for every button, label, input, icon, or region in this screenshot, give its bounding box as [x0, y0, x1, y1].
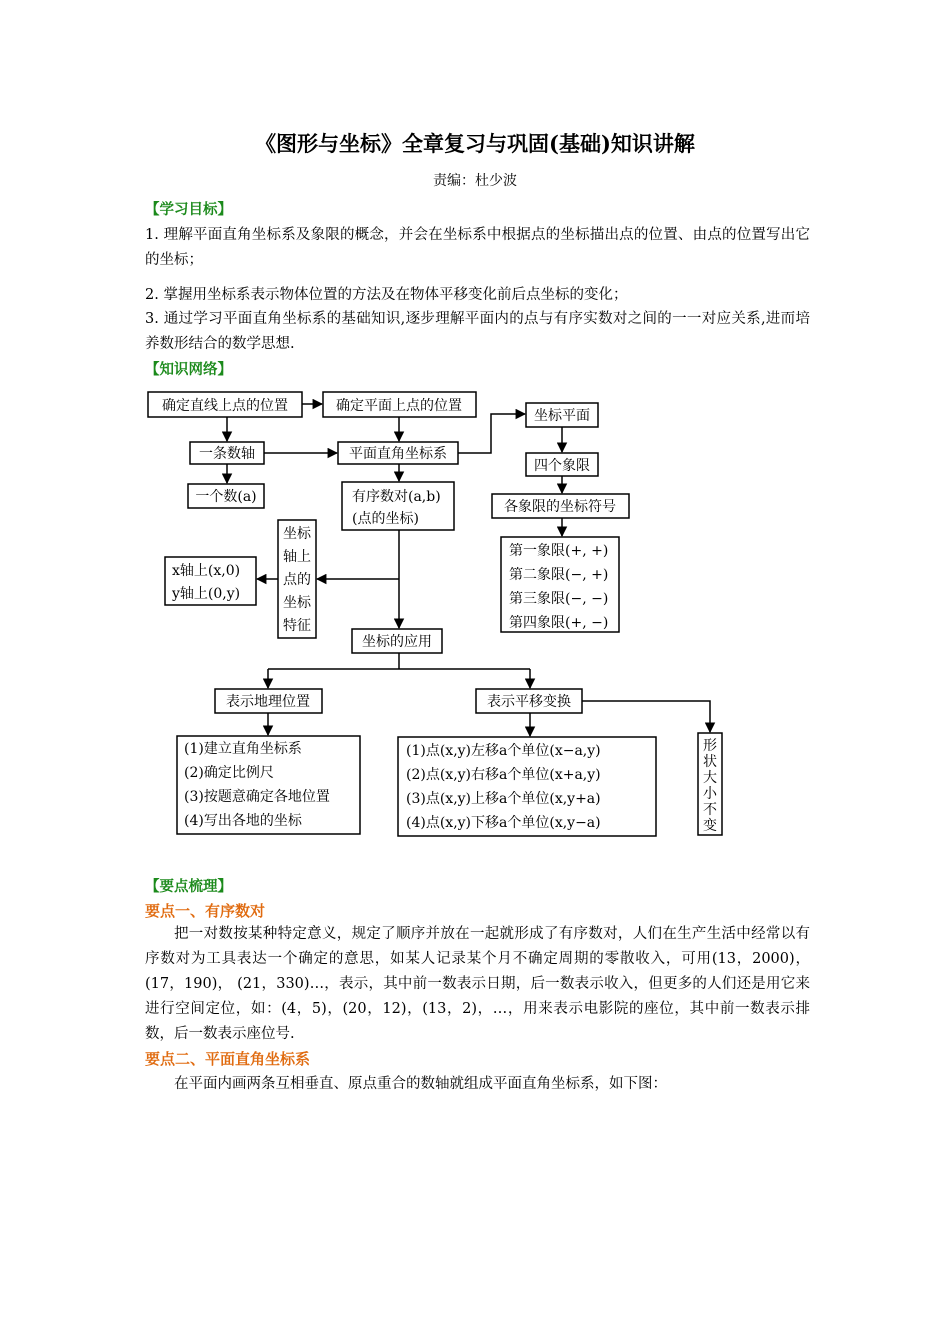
axis-feature-char: 特征 [283, 618, 311, 634]
label-number-axis: 一条数轴 [199, 446, 255, 462]
quadrant-1: 第一象限(+, +) [509, 543, 609, 559]
x-axis-point: x轴上(x,0) [172, 563, 241, 579]
y-axis-point: y轴上(0,y) [172, 586, 241, 602]
goal-item-1: 1. 理解平面直角坐标系及象限的概念，并会在坐标系中根据点的坐标描出点的位置、由点的位置写出它的坐标； [145, 227, 810, 268]
label-point-coord: (点的坐标) [352, 511, 419, 527]
label-one-number: 一个数(a) [195, 489, 257, 505]
label-application: 坐标的应用 [362, 634, 432, 650]
label-line-position: 确定直线上点的位置 [162, 398, 288, 414]
label-four-quadrants: 四个象限 [534, 458, 590, 474]
geo-step-1: (1)建立直角坐标系 [184, 741, 302, 757]
learning-goals-heading: 【学习目标】 [145, 201, 232, 218]
label-plane-position: 确定平面上点的位置 [336, 398, 462, 414]
quadrant-4: 第四象限(+, −) [509, 615, 609, 631]
geo-step-2: (2)确定比例尺 [184, 765, 274, 781]
translation-step-1: (1)点(x,y)左移a个单位(x−a,y) [406, 743, 601, 759]
axis-feature-char: 坐标 [283, 526, 311, 542]
editor-credit: 责编：杜少波 [433, 173, 517, 189]
axis-feature-char: 轴上 [283, 549, 311, 565]
quadrant-3: 第三象限(−, −) [509, 591, 609, 607]
axis-feature-char: 点的 [283, 572, 311, 588]
point1-text: 把一对数按某种特定意义，规定了顺序并放在一起就形成了有序数对，人们在生产生活中经常以有序数对为工具表达一个确定的意思，如某人记录某个月不确定周期的零散收入，可用(13，2000)， (17，190)， (21，330)…，表示，其中前一数表示日期，后一数表示收入，但更多的人们还是用它来进行空间定位，如：(4，5)，(20，12)，(13，2)，…，用来表示电影院的座位，其中前一数表示排数，后一数表示座位号. [145, 926, 810, 1042]
label-plane-system: 平面直角坐标系 [349, 446, 447, 462]
geo-step-3: (3)按题意确定各地位置 [184, 789, 330, 805]
label-coord-plane: 坐标平面 [534, 408, 590, 424]
label-translation: 表示平移变换 [487, 694, 571, 710]
page-title: 《图形与坐标》全章复习与巩固(基础)知识讲解 [255, 131, 695, 156]
shape-unchanged-char: 状 [703, 754, 717, 770]
key-points-heading: 【要点梳理】 [145, 878, 232, 895]
shape-unchanged-char: 变 [703, 818, 717, 834]
translation-step-4: (4)点(x,y)下移a个单位(x,y−a) [406, 815, 601, 831]
label-ordered-pair: 有序数对(a,b) [352, 489, 441, 505]
point2-heading: 要点二、平面直角坐标系 [145, 1050, 311, 1068]
shape-unchanged-char: 小 [703, 786, 717, 802]
point1-heading: 要点一、有序数对 [145, 902, 266, 920]
shape-unchanged-char: 形 [703, 738, 717, 754]
knowledge-network-heading: 【知识网络】 [145, 361, 232, 378]
label-quadrant-signs: 各象限的坐标符号 [504, 499, 616, 515]
label-geo-position: 表示地理位置 [226, 694, 310, 710]
shape-unchanged-char: 大 [703, 770, 717, 786]
translation-step-2: (2)点(x,y)右移a个单位(x+a,y) [406, 767, 601, 783]
shape-unchanged-char: 不 [703, 802, 717, 818]
translation-step-3: (3)点(x,y)上移a个单位(x,y+a) [406, 791, 601, 807]
quadrant-2: 第二象限(−, +) [509, 567, 609, 583]
knowledge-network-diagram [0, 385, 950, 845]
geo-step-4: (4)写出各地的坐标 [184, 813, 302, 829]
point2-text: 在平面内画两条互相垂直、原点重合的数轴就组成平面直角坐标系，如下图： [174, 1076, 667, 1092]
goal-item-2: 2. 掌握用坐标系表示物体位置的方法及在物体平移变化前后点坐标的变化； [145, 287, 628, 303]
axis-feature-char: 坐标 [283, 595, 311, 611]
goal-item-3: 3. 通过学习平面直角坐标系的基础知识,逐步理解平面内的点与有序实数对之间的一一对应关系,进而培养数形结合的数学思想. [145, 311, 810, 352]
